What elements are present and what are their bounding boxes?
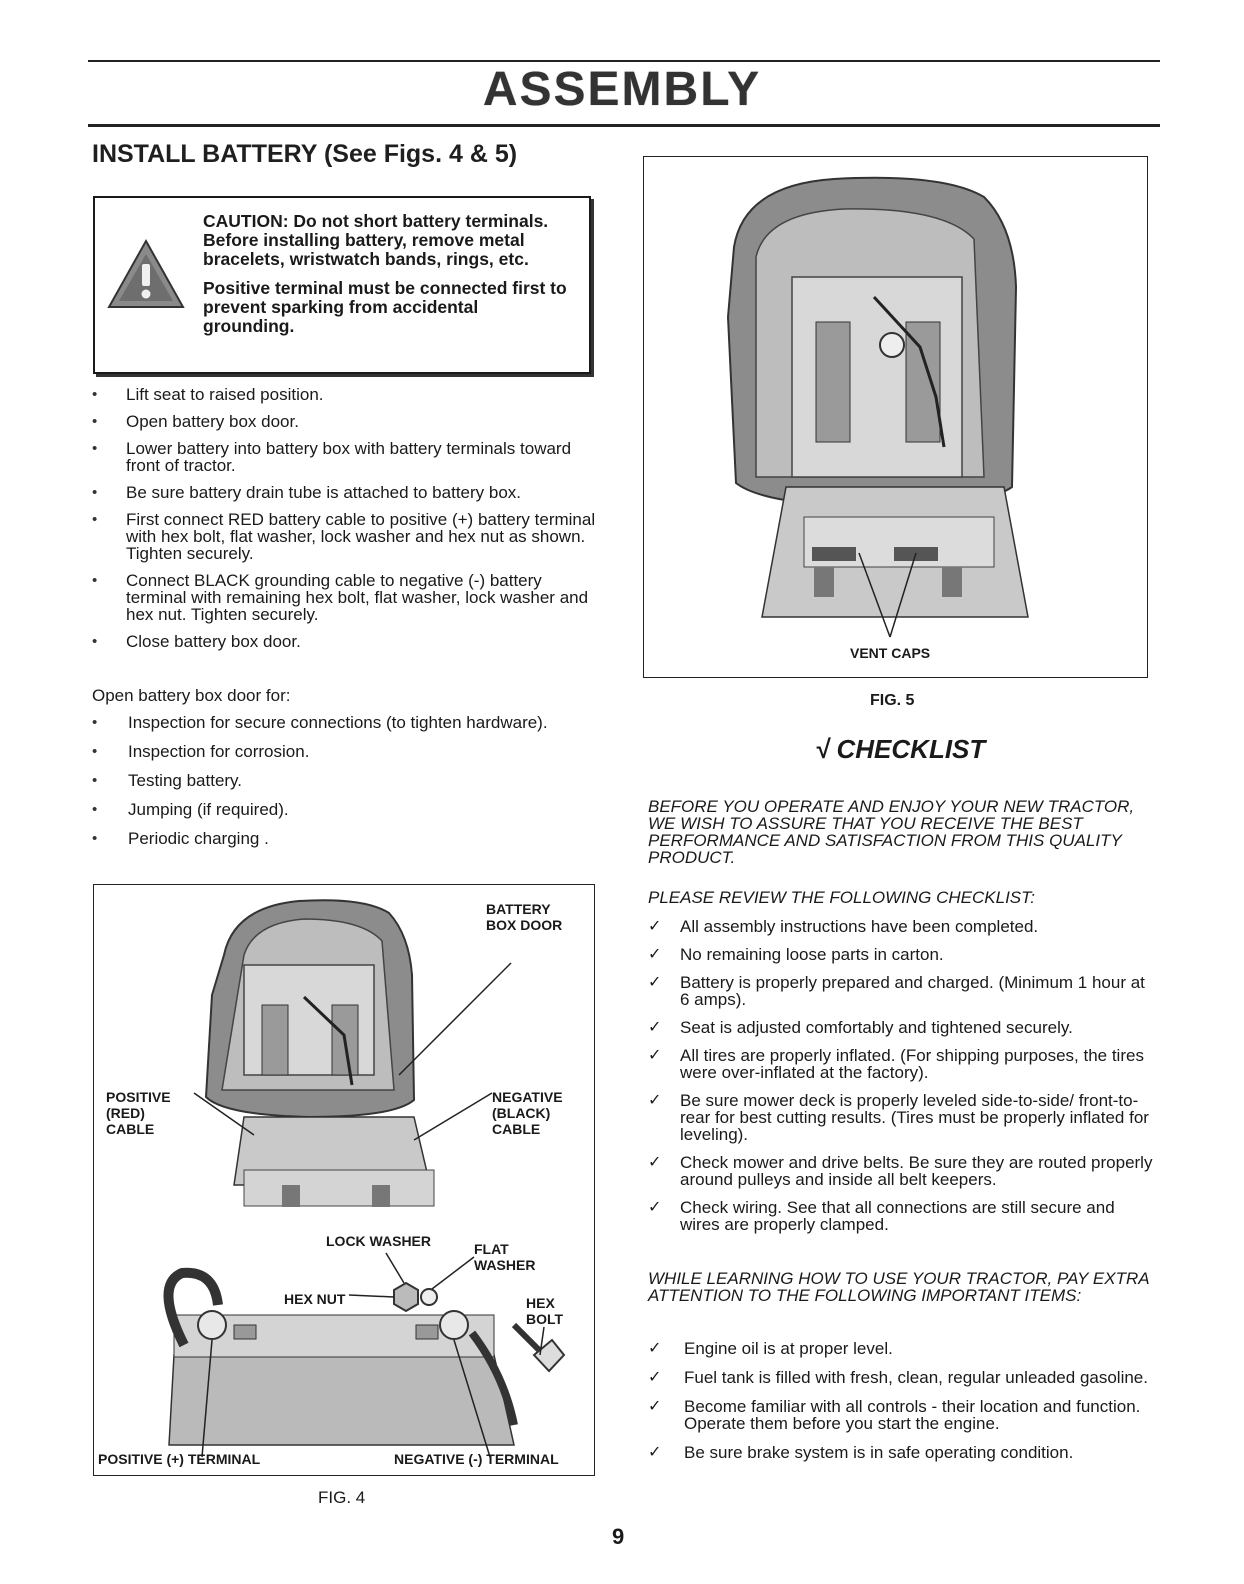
list-item: ✓ Check wiring. See that all connections are still secure and wires are properly clamped. <box>648 1199 1153 1233</box>
section-heading: INSTALL BATTERY (See Figs. 4 & 5) <box>92 140 518 168</box>
page-title: ASSEMBLY <box>482 63 762 116</box>
list-item: ✓ Battery is properly prepared and charged. (Minimum 1 hour at 6 amps). <box>648 974 1153 1008</box>
list-item: • Inspection for corrosion. <box>90 743 600 760</box>
list-item: ✓ No remaining loose parts in carton. <box>648 946 1153 963</box>
figure-4 <box>93 884 595 1476</box>
list-item: ✓ All tires are properly inflated. (For shipping purposes, the tires were over-inflated at the factory). <box>648 1047 1153 1081</box>
label-negative-terminal: NEGATIVE (-) TERMINAL <box>394 1451 559 1467</box>
list-item: • Connect BLACK grounding cable to negative (-) battery terminal with remaining hex bolt, flat washer, lock washer and hex nut. Tighten securely. <box>90 572 600 623</box>
list-item: ✓ Become familiar with all controls - their location and function. Operate them before you start the engine. <box>648 1398 1153 1432</box>
list-item: ✓ Be sure mower deck is properly leveled side-to-side/ front-to-rear for best cutting results. (Tires must be properly inflated for leveling). <box>648 1092 1153 1143</box>
label-flat-washer: FLAT WASHER <box>474 1241 536 1273</box>
label-lock-washer: LOCK WASHER <box>326 1233 431 1249</box>
list-item: • Inspection for secure connections (to tighten hardware). <box>90 714 600 731</box>
label-hex-bolt: HEX BOLT <box>526 1295 564 1327</box>
install-steps-list <box>90 386 600 660</box>
label-positive-cable: POSITIVE (RED) CABLE <box>106 1089 171 1137</box>
list-item: • Jumping (if required). <box>90 801 600 818</box>
figure-5-caption: FIG. 5 <box>870 692 915 709</box>
open-door-for-text: Open battery box door for: <box>92 686 291 705</box>
list-item: ✓ Check mower and drive belts. Be sure they are routed properly around pulleys and inside all belt keepers. <box>648 1154 1153 1188</box>
list-item: ✓ Engine oil is at proper level. <box>648 1340 1153 1357</box>
checklist-items <box>648 918 1153 1244</box>
label-battery-box-door: BATTERY BOX DOOR <box>486 901 563 933</box>
battery-seat-illustration <box>94 885 596 1477</box>
checklist-review-text: PLEASE REVIEW THE FOLLOWING CHECKLIST: <box>648 888 1035 907</box>
caution-positive-terminal-text: Positive terminal must be connected first to prevent sparking from accidental grounding. <box>203 278 567 336</box>
list-item: ✓ All assembly instructions have been completed. <box>648 918 1153 935</box>
label-positive-terminal: POSITIVE (+) TERMINAL <box>98 1451 261 1467</box>
label-vent-caps: VENT CAPS <box>850 645 931 661</box>
figure-4-caption: FIG. 4 <box>318 1488 366 1507</box>
list-item: • Testing battery. <box>90 772 600 789</box>
list-item: • Lower battery into battery box with battery terminals toward front of tractor. <box>90 440 600 474</box>
checklist-title: √ CHECKLIST <box>815 734 986 764</box>
figure-5 <box>643 156 1148 678</box>
battery-box-seat-illustration <box>644 157 1149 679</box>
label-hex-nut: HEX NUT <box>284 1291 346 1307</box>
caution-text: CAUTION: Do not short battery terminals. Before installing battery, remove metal bracelets, wristwatch bands, rings, etc. <box>203 211 549 269</box>
list-item: • Lift seat to raised position. <box>90 386 600 403</box>
while-learning-text: WHILE LEARNING HOW TO USE YOUR TRACTOR, PAY EXTRA ATTENTION TO THE FOLLOWING IMPORTANT ITEMS: <box>648 1269 1149 1305</box>
list-item: ✓ Be sure brake system is in safe operating condition. <box>648 1444 1153 1461</box>
page-number: 9 <box>612 1524 625 1549</box>
list-item: • Open battery box door. <box>90 413 600 430</box>
list-item: • First connect RED battery cable to positive (+) battery terminal with hex bolt, flat washer, lock washer and hex nut as shown. Tighten securely. <box>90 511 600 562</box>
title-rule <box>88 124 1160 127</box>
warning-triangle-icon <box>107 238 185 310</box>
important-items <box>648 1340 1153 1473</box>
open-door-list <box>90 714 600 859</box>
list-item: ✓ Seat is adjusted comfortably and tightened securely. <box>648 1019 1153 1036</box>
list-item: ✓ Fuel tank is filled with fresh, clean, regular unleaded gasoline. <box>648 1369 1153 1386</box>
label-negative-cable: NEGATIVE (BLACK) CABLE <box>492 1089 563 1137</box>
list-item: • Periodic charging . <box>90 830 600 847</box>
checklist-intro: BEFORE YOU OPERATE AND ENJOY YOUR NEW TRACTOR, WE WISH TO ASSURE THAT YOU RECEIVE THE BEST PERFORMANCE AND SATISFACTION FROM THIS QUALITY PRODUCT. <box>648 797 1135 867</box>
caution-box <box>93 196 591 374</box>
list-item: • Be sure battery drain tube is attached to battery box. <box>90 484 600 501</box>
list-item: • Close battery box door. <box>90 633 600 650</box>
